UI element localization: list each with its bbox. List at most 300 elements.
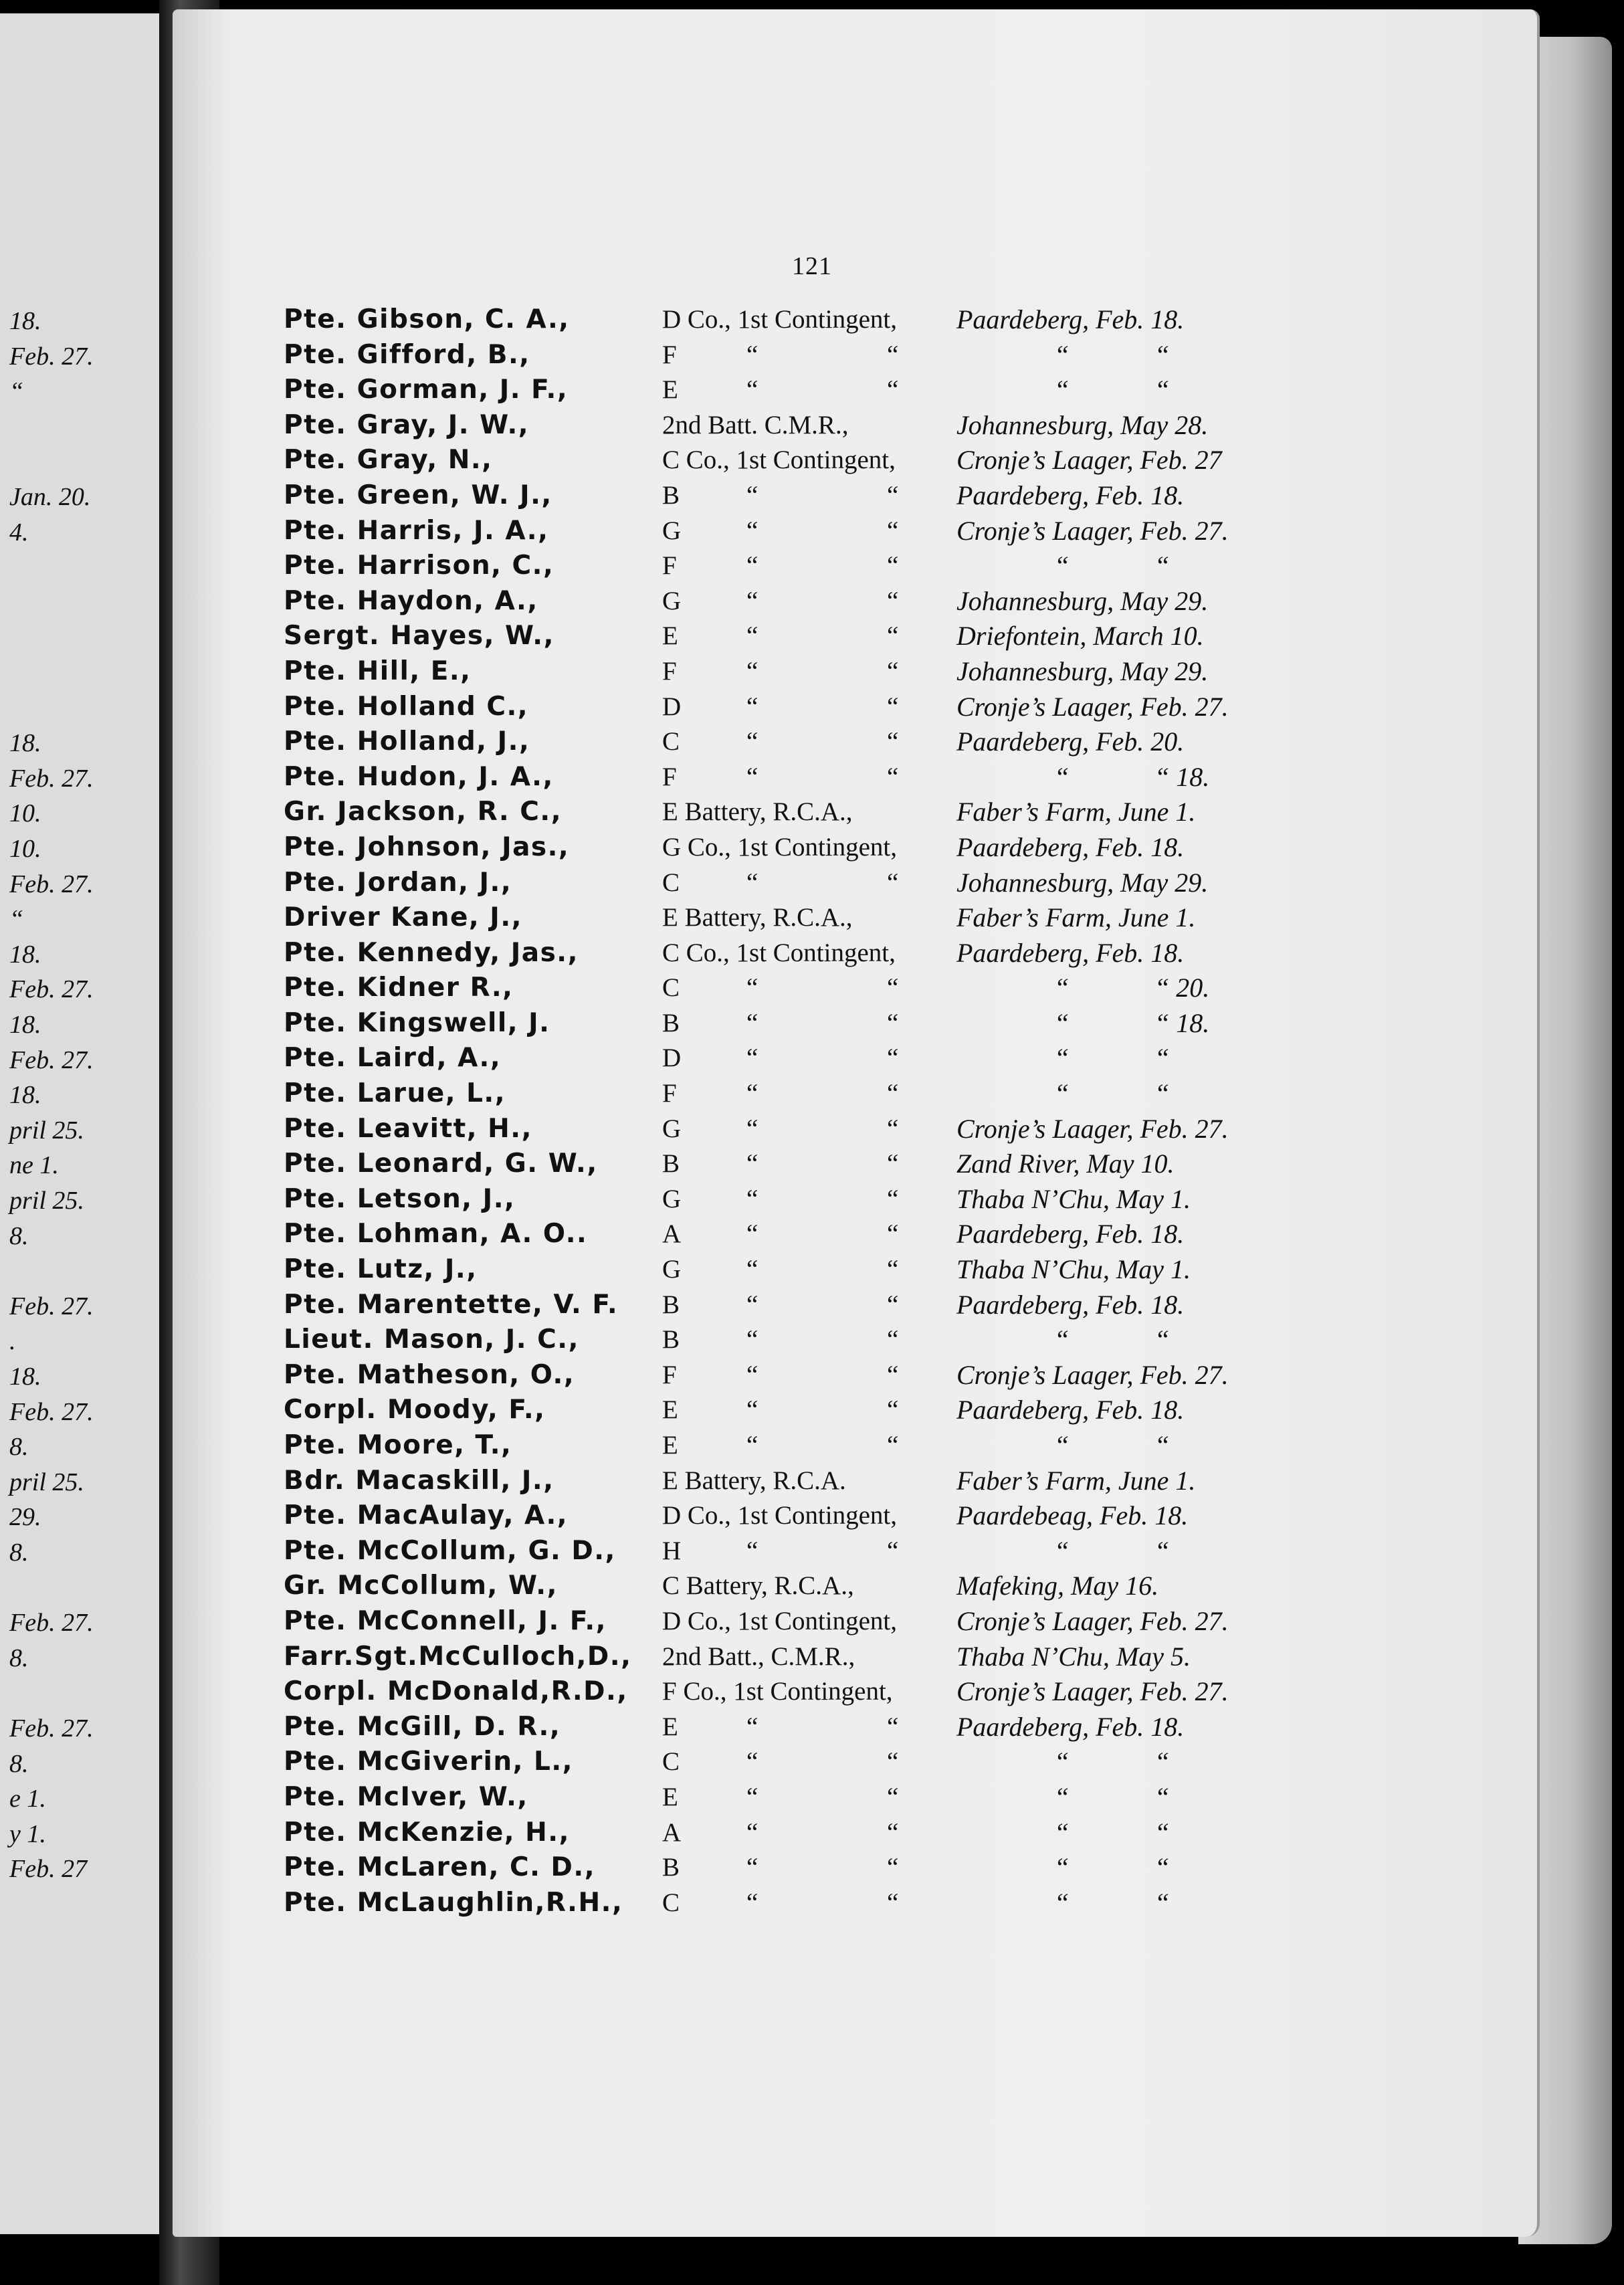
entry-ditto-1: “ bbox=[746, 1888, 758, 1917]
entry-ditto-1: “ bbox=[746, 727, 758, 757]
entry-name: Pte. Matheson, O., bbox=[284, 1359, 575, 1390]
entry-place-date: Paardeberg, Feb. 18. bbox=[956, 304, 1185, 334]
list-item bbox=[0, 1745, 1624, 1780]
entry-ditto-2: “ bbox=[887, 621, 899, 651]
entry-name: Corpl. Moody, F., bbox=[284, 1395, 546, 1425]
entry-unit: C bbox=[662, 1747, 680, 1777]
entry-name: Gr. McCollum, W., bbox=[284, 1571, 558, 1601]
entry-unit: F bbox=[662, 762, 677, 791]
entry-name: Farr.Sgt.McCulloch,D., bbox=[284, 1641, 632, 1672]
margin-fragment: Feb. 27. bbox=[9, 870, 94, 898]
margin-fragment: pril 25. bbox=[9, 1468, 84, 1496]
entry-ditto-2: “ bbox=[887, 375, 899, 405]
entry-ditto-1: “ bbox=[746, 1536, 758, 1565]
list-item bbox=[0, 724, 1624, 760]
entry-unit: E bbox=[662, 375, 678, 405]
entry-name: Pte. Larue, L., bbox=[284, 1078, 506, 1109]
entry-place-date: Paardeberg, Feb. 18. bbox=[956, 1289, 1185, 1320]
entry-ditto-2: “ bbox=[887, 692, 899, 721]
entry-unit: D Co., 1st Contingent, bbox=[662, 1501, 898, 1530]
list-item bbox=[0, 1393, 1624, 1428]
entry-name: Pte. McGill, D. R., bbox=[284, 1711, 561, 1742]
entry-ditto-date: “ bbox=[1154, 1043, 1170, 1074]
entry-ditto-1: “ bbox=[746, 1219, 758, 1249]
entry-ditto-place: “ bbox=[1054, 551, 1070, 581]
list-item bbox=[0, 866, 1624, 901]
margin-fragment: 8. bbox=[9, 1221, 29, 1250]
list-item bbox=[0, 1252, 1624, 1288]
entry-ditto-place: “ bbox=[1054, 1817, 1070, 1848]
entry-ditto-date: “ bbox=[1154, 1852, 1170, 1883]
list-item bbox=[0, 654, 1624, 690]
entry-name: Pte. McCollum, G. D., bbox=[284, 1535, 616, 1566]
entry-name: Pte. Green, W. J., bbox=[284, 480, 552, 510]
list-item bbox=[0, 1217, 1624, 1252]
entry-place-date: Thaba N’Chu, May 1. bbox=[956, 1183, 1191, 1214]
entry-place-date: Faber’s Farm, June 1. bbox=[956, 1465, 1196, 1496]
entry-unit: E bbox=[662, 1782, 678, 1811]
entry-ditto-2: “ bbox=[887, 480, 899, 510]
list-item bbox=[0, 1076, 1624, 1112]
margin-fragment: y 1. bbox=[9, 1819, 46, 1848]
list-item bbox=[0, 302, 1624, 338]
entry-name: Pte. Kennedy, Jas., bbox=[284, 937, 579, 968]
entry-ditto-place: “ bbox=[1054, 1887, 1070, 1918]
entry-name: Pte. Leonard, G. W., bbox=[284, 1149, 598, 1179]
entry-place-date: Faber’s Farm, June 1. bbox=[956, 797, 1196, 827]
entry-place-date: Driefontein, March 10. bbox=[956, 621, 1204, 652]
entry-place-date: Cronje’s Laager, Feb. 27. bbox=[956, 691, 1229, 722]
entry-place-date: Cronje’s Laager, Feb. 27 bbox=[956, 445, 1222, 476]
entry-ditto-2: “ bbox=[887, 762, 899, 791]
entry-ditto-date: “ bbox=[1154, 1887, 1170, 1918]
entry-unit: E bbox=[662, 1395, 678, 1425]
margin-fragment: Feb. 27. bbox=[9, 1292, 94, 1320]
margin-fragment: Feb. 27. bbox=[9, 1397, 94, 1426]
entry-place-date: Johannesburg, May 29. bbox=[956, 585, 1209, 616]
entry-unit: B bbox=[662, 480, 680, 510]
entry-ditto-1: “ bbox=[746, 1817, 758, 1847]
entry-ditto-2: “ bbox=[887, 1325, 899, 1355]
entry-ditto-1: “ bbox=[746, 973, 758, 1003]
entry-ditto-2: “ bbox=[887, 1782, 899, 1811]
entry-name: Pte. Jordan, J., bbox=[284, 867, 512, 898]
list-item bbox=[0, 1288, 1624, 1323]
entry-unit: C bbox=[662, 868, 680, 897]
entry-ditto-date: “ 20. bbox=[1154, 973, 1210, 1003]
entry-ditto-date: “ bbox=[1154, 375, 1170, 405]
entry-ditto-1: “ bbox=[746, 1044, 758, 1073]
entry-unit: C bbox=[662, 1888, 680, 1917]
casualty-list bbox=[0, 302, 1624, 1920]
entry-ditto-1: “ bbox=[746, 551, 758, 581]
entry-ditto-place: “ bbox=[1054, 339, 1070, 370]
entry-ditto-2: “ bbox=[887, 1219, 899, 1249]
entry-name: Pte. Johnson, Jas., bbox=[284, 831, 570, 862]
entry-unit: E Battery, R.C.A., bbox=[662, 903, 853, 932]
entry-name: Pte. Kingswell, J. bbox=[284, 1007, 550, 1038]
entry-place-date: Paardeberg, Feb. 18. bbox=[956, 1395, 1185, 1425]
entry-place-date: Paardebeag, Feb. 18. bbox=[956, 1500, 1189, 1531]
list-item bbox=[0, 971, 1624, 1006]
entry-ditto-place: “ bbox=[1054, 1078, 1070, 1109]
entry-ditto-2: “ bbox=[887, 1360, 899, 1389]
entry-name: Pte. Letson, J., bbox=[284, 1183, 516, 1214]
entry-unit: D Co., 1st Contingent, bbox=[662, 1606, 898, 1635]
list-item bbox=[0, 478, 1624, 514]
entry-ditto-place: “ bbox=[1054, 973, 1070, 1003]
entry-ditto-1: “ bbox=[746, 1853, 758, 1882]
entry-ditto-1: “ bbox=[746, 480, 758, 510]
list-item bbox=[0, 373, 1624, 408]
entry-ditto-place: “ bbox=[1054, 1747, 1070, 1777]
entry-unit: H bbox=[662, 1536, 682, 1565]
margin-fragment: 18. bbox=[9, 940, 41, 969]
entry-name: Pte. Harris, J. A., bbox=[284, 515, 549, 546]
entry-ditto-2: “ bbox=[887, 727, 899, 757]
entry-unit: G bbox=[662, 1184, 682, 1213]
entry-ditto-2: “ bbox=[887, 1255, 899, 1284]
margin-fragment: 18. bbox=[9, 1081, 41, 1110]
list-item bbox=[0, 1569, 1624, 1604]
entry-ditto-1: “ bbox=[746, 762, 758, 791]
page-number: 121 bbox=[792, 252, 832, 280]
margin-fragment: ne 1. bbox=[9, 1151, 59, 1180]
entry-name: Corpl. McDonald,R.D., bbox=[284, 1676, 628, 1707]
margin-fragment: Feb. 27 bbox=[9, 1855, 88, 1884]
entry-ditto-place: “ bbox=[1054, 1535, 1070, 1566]
entry-ditto-date: “ bbox=[1154, 1535, 1170, 1566]
entry-name: Pte. Gorman, J. F., bbox=[284, 375, 569, 405]
entry-name: Driver Kane, J., bbox=[284, 902, 522, 933]
entry-unit: D bbox=[662, 1044, 682, 1073]
entry-ditto-date: “ bbox=[1154, 1817, 1170, 1848]
entry-ditto-2: “ bbox=[887, 1817, 899, 1847]
margin-fragment: 8. bbox=[9, 1749, 29, 1778]
entry-unit: E Battery, R.C.A., bbox=[662, 797, 853, 827]
entry-ditto-1: “ bbox=[746, 516, 758, 545]
entry-name: Pte. Gibson, C. A., bbox=[284, 304, 570, 334]
margin-fragment: 18. bbox=[9, 1363, 41, 1391]
entry-unit: C Co., 1st Contingent, bbox=[662, 938, 896, 967]
entry-unit: 2nd Batt. C.M.R., bbox=[662, 410, 849, 439]
entry-unit: F bbox=[662, 656, 677, 686]
entry-name: Gr. Jackson, R. C., bbox=[284, 797, 563, 827]
entry-name: Pte. McConnell, J. F., bbox=[284, 1605, 607, 1636]
entry-ditto-2: “ bbox=[887, 516, 899, 545]
entry-ditto-place: “ bbox=[1054, 1324, 1070, 1355]
list-item bbox=[0, 760, 1624, 795]
list-item bbox=[0, 338, 1624, 373]
entry-unit: G bbox=[662, 1114, 682, 1143]
list-item bbox=[0, 1604, 1624, 1640]
margin-fragment: pril 25. bbox=[9, 1187, 84, 1215]
entry-ditto-date: “ bbox=[1154, 1747, 1170, 1777]
entry-ditto-1: “ bbox=[746, 1290, 758, 1319]
list-item bbox=[0, 830, 1624, 866]
entry-ditto-2: “ bbox=[887, 868, 899, 897]
entry-ditto-1: “ bbox=[746, 868, 758, 897]
entry-ditto-place: “ bbox=[1054, 375, 1070, 405]
entry-place-date: Thaba N’Chu, May 5. bbox=[956, 1641, 1191, 1672]
entry-name: Pte. Holland, J., bbox=[284, 726, 530, 757]
margin-fragment: Feb. 27. bbox=[9, 342, 94, 371]
entry-ditto-1: “ bbox=[746, 1114, 758, 1143]
entry-ditto-2: “ bbox=[887, 1747, 899, 1777]
entry-name: Pte. McGiverin, L., bbox=[284, 1747, 573, 1777]
entry-ditto-1: “ bbox=[746, 1149, 758, 1179]
entry-name: Pte. Lutz, J., bbox=[284, 1254, 478, 1285]
entry-ditto-2: “ bbox=[887, 1149, 899, 1179]
entry-ditto-1: “ bbox=[746, 1712, 758, 1741]
entry-ditto-place: “ bbox=[1054, 1430, 1070, 1460]
list-item bbox=[0, 1498, 1624, 1534]
entry-name: Pte. Kidner R., bbox=[284, 973, 514, 1003]
list-item bbox=[0, 549, 1624, 584]
margin-fragment: pril 25. bbox=[9, 1116, 84, 1145]
margin-fragment: Feb. 27. bbox=[9, 764, 94, 793]
entry-name: Pte. McLaughlin,R.H., bbox=[284, 1887, 623, 1918]
entry-unit: A bbox=[662, 1817, 682, 1847]
entry-ditto-1: “ bbox=[746, 1360, 758, 1389]
entry-ditto-1: “ bbox=[746, 375, 758, 405]
entry-place-date: Paardeberg, Feb. 18. bbox=[956, 831, 1185, 862]
entry-place-date: Paardeberg, Feb. 18. bbox=[956, 1711, 1185, 1742]
margin-fragment: “ bbox=[9, 905, 24, 934]
list-item bbox=[0, 1815, 1624, 1851]
entry-unit: F bbox=[662, 340, 677, 369]
entry-unit: C Battery, R.C.A., bbox=[662, 1571, 854, 1601]
margin-fragment: “ bbox=[9, 377, 24, 406]
list-item bbox=[0, 690, 1624, 725]
entry-unit: F bbox=[662, 551, 677, 581]
entry-ditto-1: “ bbox=[746, 692, 758, 721]
entry-name: Pte. Lohman, A. O.. bbox=[284, 1219, 588, 1250]
list-item bbox=[0, 1886, 1624, 1921]
entry-name: Pte. Gray, J. W., bbox=[284, 409, 530, 440]
list-item bbox=[0, 1041, 1624, 1076]
entry-unit: E bbox=[662, 621, 678, 651]
entry-ditto-1: “ bbox=[746, 1255, 758, 1284]
entry-unit: C bbox=[662, 727, 680, 757]
entry-unit: A bbox=[662, 1219, 682, 1249]
entry-unit: E Battery, R.C.A. bbox=[662, 1466, 846, 1495]
entry-ditto-date: “ bbox=[1154, 339, 1170, 370]
margin-fragment: 8. bbox=[9, 1538, 29, 1567]
margin-fragment: 4. bbox=[9, 518, 29, 547]
entry-unit: E bbox=[662, 1431, 678, 1460]
entry-unit: G bbox=[662, 516, 682, 545]
entry-name: Lieut. Mason, J. C., bbox=[284, 1324, 579, 1355]
entry-unit: B bbox=[662, 1325, 680, 1355]
entry-unit: G bbox=[662, 586, 682, 615]
list-item bbox=[0, 1182, 1624, 1217]
entry-unit: B bbox=[662, 1149, 680, 1179]
margin-fragment: . bbox=[9, 1327, 16, 1356]
entry-ditto-2: “ bbox=[887, 1853, 899, 1882]
margin-fragment: Feb. 27. bbox=[9, 1609, 94, 1637]
entry-ditto-2: “ bbox=[887, 340, 899, 369]
entry-ditto-place: “ bbox=[1054, 1781, 1070, 1812]
entry-unit: F bbox=[662, 1079, 677, 1108]
entry-ditto-place: “ bbox=[1054, 1043, 1070, 1074]
margin-fragment: 29. bbox=[9, 1503, 41, 1532]
list-item bbox=[0, 443, 1624, 478]
entry-ditto-2: “ bbox=[887, 1008, 899, 1037]
entry-ditto-2: “ bbox=[887, 1114, 899, 1143]
entry-ditto-2: “ bbox=[887, 973, 899, 1003]
margin-fragment: 18. bbox=[9, 307, 41, 335]
list-item bbox=[0, 1464, 1624, 1499]
entry-place-date: Cronje’s Laager, Feb. 27. bbox=[956, 1605, 1229, 1636]
entry-ditto-date: “ bbox=[1154, 1430, 1170, 1460]
entry-place-date: Paardeberg, Feb. 20. bbox=[956, 726, 1185, 757]
entry-ditto-date: “ 18. bbox=[1154, 761, 1210, 792]
entry-place-date: Mafeking, May 16. bbox=[956, 1571, 1159, 1601]
entry-name: Pte. MacAulay, A., bbox=[284, 1500, 569, 1531]
list-item bbox=[0, 1534, 1624, 1569]
entry-ditto-2: “ bbox=[887, 1536, 899, 1565]
entry-place-date: Paardeberg, Feb. 18. bbox=[956, 1219, 1185, 1250]
entry-ditto-2: “ bbox=[887, 656, 899, 686]
entry-place-date: Paardeberg, Feb. 18. bbox=[956, 937, 1185, 968]
entry-name: Pte. Hudon, J. A., bbox=[284, 761, 554, 792]
entry-ditto-2: “ bbox=[887, 1712, 899, 1741]
entry-name: Bdr. Macaskill, J., bbox=[284, 1465, 554, 1496]
margin-fragment: 18. bbox=[9, 1011, 41, 1039]
entry-ditto-1: “ bbox=[746, 1395, 758, 1425]
entry-name: Pte. Gray, N., bbox=[284, 445, 493, 476]
entry-name: Pte. McIver, W., bbox=[284, 1781, 528, 1812]
entry-unit: B bbox=[662, 1853, 680, 1882]
entry-ditto-date: “ bbox=[1154, 551, 1170, 581]
entry-name: Pte. Holland C., bbox=[284, 691, 529, 722]
entry-ditto-2: “ bbox=[887, 1184, 899, 1213]
entry-place-date: Cronje’s Laager, Feb. 27. bbox=[956, 1113, 1229, 1144]
entry-ditto-date: “ 18. bbox=[1154, 1007, 1210, 1038]
entry-ditto-2: “ bbox=[887, 1431, 899, 1460]
entry-unit: E bbox=[662, 1712, 678, 1741]
entry-ditto-date: “ bbox=[1154, 1078, 1170, 1109]
entry-name: Sergt. Hayes, W., bbox=[284, 621, 554, 652]
entry-name: Pte. Laird, A., bbox=[284, 1043, 502, 1074]
entry-name: Pte. McLaren, C. D., bbox=[284, 1852, 596, 1883]
entry-ditto-2: “ bbox=[887, 1044, 899, 1073]
entry-unit: C Co., 1st Contingent, bbox=[662, 445, 896, 475]
entry-place-date: Thaba N’Chu, May 1. bbox=[956, 1254, 1191, 1285]
list-item bbox=[0, 1780, 1624, 1815]
list-item bbox=[0, 936, 1624, 971]
entry-unit: C bbox=[662, 973, 680, 1003]
list-item bbox=[0, 1322, 1624, 1358]
entry-unit: B bbox=[662, 1290, 680, 1319]
entry-name: Pte. Hill, E., bbox=[284, 656, 472, 686]
margin-fragment: 10. bbox=[9, 799, 41, 828]
entry-place-date: Johannesburg, May 29. bbox=[956, 656, 1209, 686]
entry-unit: D Co., 1st Contingent, bbox=[662, 305, 898, 334]
entry-ditto-place: “ bbox=[1054, 1852, 1070, 1883]
entry-name: Pte. Leavitt, H., bbox=[284, 1113, 532, 1144]
entry-unit: B bbox=[662, 1008, 680, 1037]
list-item bbox=[0, 619, 1624, 654]
entry-ditto-1: “ bbox=[746, 340, 758, 369]
list-item bbox=[0, 1710, 1624, 1745]
list-item bbox=[0, 1112, 1624, 1147]
entry-place-date: Johannesburg, May 29. bbox=[956, 867, 1209, 898]
entry-unit: G Co., 1st Contingent, bbox=[662, 832, 898, 862]
entry-ditto-1: “ bbox=[746, 1325, 758, 1355]
list-item bbox=[0, 1674, 1624, 1710]
entry-name: Pte. Moore, T., bbox=[284, 1430, 512, 1460]
entry-name: Pte. Haydon, A., bbox=[284, 585, 538, 616]
margin-fragment: Feb. 27. bbox=[9, 1714, 94, 1743]
entry-place-date: Cronje’s Laager, Feb. 27. bbox=[956, 1676, 1229, 1707]
list-item bbox=[0, 1358, 1624, 1393]
entry-ditto-place: “ bbox=[1054, 1007, 1070, 1038]
entry-place-date: Zand River, May 10. bbox=[956, 1149, 1175, 1179]
entry-ditto-date: “ bbox=[1154, 1324, 1170, 1355]
entry-unit: 2nd Batt., C.M.R., bbox=[662, 1642, 855, 1671]
entry-place-date: Cronje’s Laager, Feb. 27. bbox=[956, 1359, 1229, 1390]
list-item bbox=[0, 1640, 1624, 1675]
list-item bbox=[0, 1850, 1624, 1886]
list-item bbox=[0, 1428, 1624, 1464]
entry-place-date: Paardeberg, Feb. 18. bbox=[956, 480, 1185, 510]
entry-ditto-1: “ bbox=[746, 656, 758, 686]
entry-ditto-2: “ bbox=[887, 1888, 899, 1917]
margin-fragment: e 1. bbox=[9, 1785, 46, 1813]
margin-fragment: 18. bbox=[9, 729, 41, 758]
entry-unit: D bbox=[662, 692, 682, 721]
entry-unit: F bbox=[662, 1360, 677, 1389]
entry-ditto-2: “ bbox=[887, 1079, 899, 1108]
list-item bbox=[0, 795, 1624, 830]
list-item bbox=[0, 408, 1624, 443]
margin-fragment: 10. bbox=[9, 835, 41, 863]
entry-ditto-date: “ bbox=[1154, 1781, 1170, 1812]
entry-ditto-1: “ bbox=[746, 1184, 758, 1213]
margin-fragment: Feb. 27. bbox=[9, 1046, 94, 1074]
entry-name: Pte. Marentette, V. F. bbox=[284, 1289, 619, 1320]
entry-unit: F Co., 1st Contingent, bbox=[662, 1677, 893, 1706]
entry-name: Pte. Harrison, C., bbox=[284, 551, 554, 581]
entry-ditto-1: “ bbox=[746, 1431, 758, 1460]
entry-ditto-1: “ bbox=[746, 1782, 758, 1811]
entry-place-date: Faber’s Farm, June 1. bbox=[956, 902, 1196, 933]
entry-ditto-1: “ bbox=[746, 1747, 758, 1777]
entry-ditto-1: “ bbox=[746, 1008, 758, 1037]
entry-ditto-2: “ bbox=[887, 551, 899, 581]
entry-ditto-2: “ bbox=[887, 1395, 899, 1425]
entry-ditto-place: “ bbox=[1054, 761, 1070, 792]
list-item bbox=[0, 1006, 1624, 1041]
list-item bbox=[0, 900, 1624, 936]
entry-place-date: Johannesburg, May 28. bbox=[956, 409, 1209, 440]
list-item bbox=[0, 1147, 1624, 1182]
list-item bbox=[0, 584, 1624, 619]
entry-name: Pte. McKenzie, H., bbox=[284, 1817, 570, 1848]
entry-ditto-1: “ bbox=[746, 1079, 758, 1108]
margin-fragment: Feb. 27. bbox=[9, 975, 94, 1004]
entry-ditto-1: “ bbox=[746, 586, 758, 615]
entry-ditto-2: “ bbox=[887, 586, 899, 615]
margin-fragment: 8. bbox=[9, 1433, 29, 1462]
margin-fragment: 8. bbox=[9, 1644, 29, 1672]
entry-place-date: Cronje’s Laager, Feb. 27. bbox=[956, 515, 1229, 546]
entry-name: Pte. Gifford, B., bbox=[284, 339, 530, 370]
entry-unit: G bbox=[662, 1255, 682, 1284]
list-item bbox=[0, 514, 1624, 549]
